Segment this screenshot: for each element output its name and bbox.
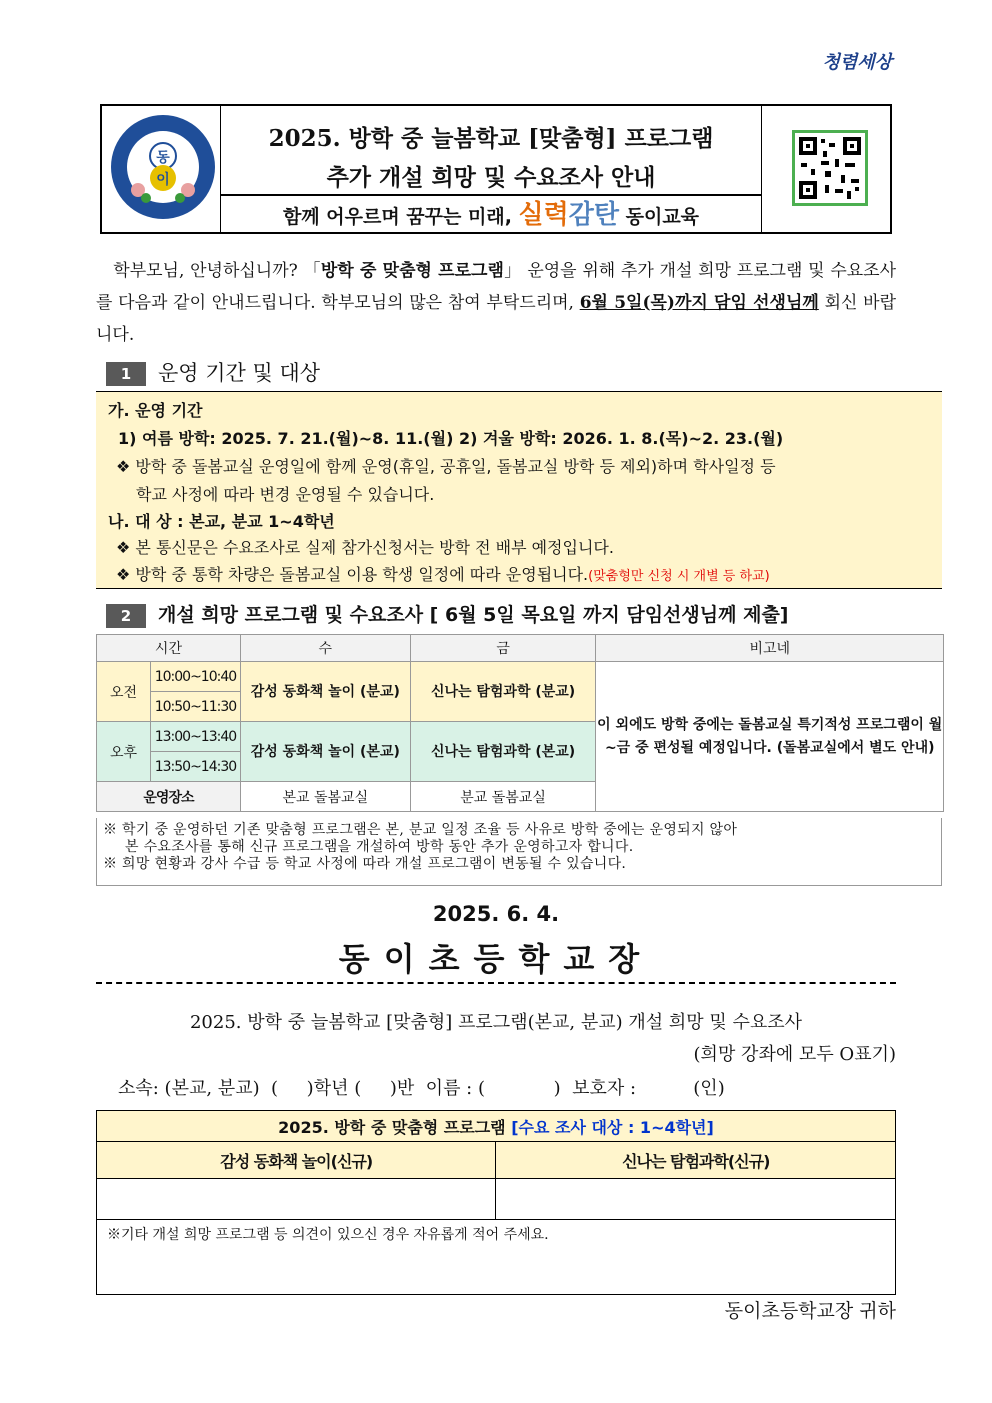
survey-table <box>96 1110 896 1295</box>
survey-col-storybook: 감성 동화책 놀이(신규) <box>97 1142 496 1179</box>
survey-col-science: 신나는 탐험과학(신규) <box>496 1142 896 1179</box>
intro-program-name: 방학 중 맞춤형 프로그램 <box>320 261 504 281</box>
slogan-keyword-1: 실력 <box>518 200 569 230</box>
note-1b: 본 수요조사를 통해 신규 프로그램을 개설하여 방학 동안 추가 운영하고자 합니다. <box>125 839 634 855</box>
title-line-1: 2025. 방학 중 늘봄학교 [맞춤형] 프로그램 <box>268 125 714 152</box>
section-2-number: 2 <box>106 604 146 628</box>
period-dates: 1) 여름 방학: 2025. 7. 21.(월)~8. 11.(월) 2) 겨울 방학: 2026. 1. 8.(목)~2. 23.(월) <box>118 429 784 448</box>
svg-text:이: 이 <box>156 172 170 188</box>
svg-text:동: 동 <box>156 150 170 166</box>
target-note-2-text: ❖ 방학 중 통학 차량은 돌봄교실 이용 학생 일정에 따라 운영됩니다. <box>116 565 589 584</box>
survey-header-row <box>97 1142 896 1179</box>
survey-answer-row <box>97 1179 896 1220</box>
school-emblem <box>108 112 218 222</box>
slogan <box>220 194 762 234</box>
pm-wed-program: 감성 동화책 놀이 (본교) <box>240 722 410 782</box>
intro-deadline: 6월 5일(목)까지 담임 선생님께 <box>579 293 819 313</box>
place-label: 운영장소 <box>97 782 241 812</box>
time-slot: 13:50~14:30 <box>150 752 240 782</box>
form-hint: (희망 강좌에 모두 O표기) <box>693 1044 896 1065</box>
document-title <box>220 106 762 194</box>
cut-line <box>96 982 896 984</box>
notes-box <box>96 818 942 886</box>
schedule-table <box>96 634 944 812</box>
survey-title-cell <box>97 1111 896 1142</box>
slogan-prefix: 함께 어우르며 꿈꾸는 미래, <box>282 206 519 228</box>
remark-cell: 이 외에도 방학 중에는 돌봄교실 특기적성 프로그램이 월~금 중 편성될 예정입니다. (돌봄교실에서 별도 안내) <box>596 662 944 812</box>
survey-etc-row <box>97 1220 896 1295</box>
place-wed: 본교 돌봄교실 <box>240 782 410 812</box>
am-wed-program: 감성 동화책 놀이 (분교) <box>240 662 410 722</box>
survey-title-row <box>97 1111 896 1142</box>
addressee-sign: 동이초등학교장 귀하 <box>724 1300 896 1322</box>
time-slot: 10:50~11:30 <box>150 692 240 722</box>
survey-answer-science[interactable] <box>496 1179 896 1220</box>
header-remark: 비고네 <box>596 635 944 662</box>
header-fri: 금 <box>410 635 596 662</box>
intro-text-2: 」 운영을 위해 추가 개설 희망 프로그램 및 수요조사를 다음과 같이 안내드립니다. 학부모님의 많은 참여 부탁드리며, <box>96 261 897 313</box>
school-emblem-icon <box>108 112 218 222</box>
period-note-2: 학교 사정에 따라 변경 운영될 수 있습니다. <box>136 485 435 504</box>
form-title: 2025. 방학 중 늘봄학교 [맞춤형] 프로그램(본교, 분교) 개설 희망 및 수요조사 <box>189 1012 803 1033</box>
intro-text-1: 학부모님, 안녕하십니까? 「 <box>113 261 321 281</box>
brand-logo-text: 청렴세상 <box>822 52 892 73</box>
survey-title: 2025. 방학 중 맞춤형 프로그램 <box>278 1117 512 1137</box>
time-slot: 13:00~13:40 <box>150 722 240 752</box>
survey-target: [수요 조사 대상 : 1~4학년] <box>511 1117 714 1137</box>
section-1-heading <box>106 357 320 387</box>
issue-date: 2025. 6. 4. <box>432 902 560 926</box>
pm-label: 오후 <box>97 722 151 782</box>
header-wed: 수 <box>240 635 410 662</box>
note-2: ※ 희망 현황과 강사 수급 등 학교 사정에 따라 개설 프로그램이 변동될 수 있습니다. <box>103 856 627 872</box>
section-1-number: 1 <box>106 362 146 386</box>
slogan-keyword-2: 감탄 <box>568 200 619 230</box>
header-time: 시간 <box>97 635 241 662</box>
section-2-heading <box>106 600 788 628</box>
survey-etc-field[interactable]: ※기타 개설 희망 프로그램 등 의견이 있으신 경우 자유롭게 적어 주세요. <box>97 1220 896 1295</box>
period-note-1: ❖ 방학 중 돌봄교실 운영일에 함께 운영(휴일, 공휴일, 돌봄교실 방학 등 제외)하며 학사일정 등 <box>116 457 776 476</box>
pm-fri-program: 신나는 탐험과학 (본교) <box>410 722 596 782</box>
table-row <box>97 662 944 692</box>
qr-code-icon <box>792 130 868 206</box>
target-note-1: ❖ 본 통신문은 수요조사로 실제 참가신청서는 방학 전 배부 예정입니다. <box>116 538 614 557</box>
intro-paragraph <box>96 255 896 351</box>
time-slot: 10:00~10:40 <box>150 662 240 692</box>
am-fri-program: 신나는 탐험과학 (분교) <box>410 662 596 722</box>
title-line-2: 추가 개설 희망 및 수요조사 안내 <box>326 164 656 191</box>
section-1-box <box>96 391 942 589</box>
target-note-2 <box>116 562 770 585</box>
principal-title: 동이초등학교장 <box>338 940 654 978</box>
period-heading: 가. 운영 기간 <box>108 401 203 420</box>
intro-text-3: 회신 바랍니다. <box>96 293 896 345</box>
section-2-title: 개설 희망 프로그램 및 수요조사 [ 6월 5일 목요일 까지 담임선생님께 제출] <box>158 604 789 626</box>
target-note-2-red: (맞춤형만 신청 시 개별 등 하교) <box>588 569 770 584</box>
header-box <box>100 104 892 234</box>
section-1-title: 운영 기간 및 대상 <box>158 361 321 385</box>
target-heading: 나. 대 상 : 본교, 분교 1~4학년 <box>108 512 335 531</box>
schedule-header-row <box>97 635 944 662</box>
place-fri: 분교 돌봄교실 <box>410 782 596 812</box>
note-1: ※ 학기 중 운영하던 기존 맞춤형 프로그램은 본, 분교 일정 조율 등 사유로 방학 중에는 운영되지 않아 <box>103 822 738 838</box>
survey-answer-storybook[interactable] <box>97 1179 496 1220</box>
am-label: 오전 <box>97 662 151 722</box>
slogan-suffix: 동이교육 <box>619 206 700 228</box>
form-info-line: 소속: (본교, 분교) ( )학년 ( )반 이름 : ( ) 보호자 : (인) <box>118 1078 725 1099</box>
